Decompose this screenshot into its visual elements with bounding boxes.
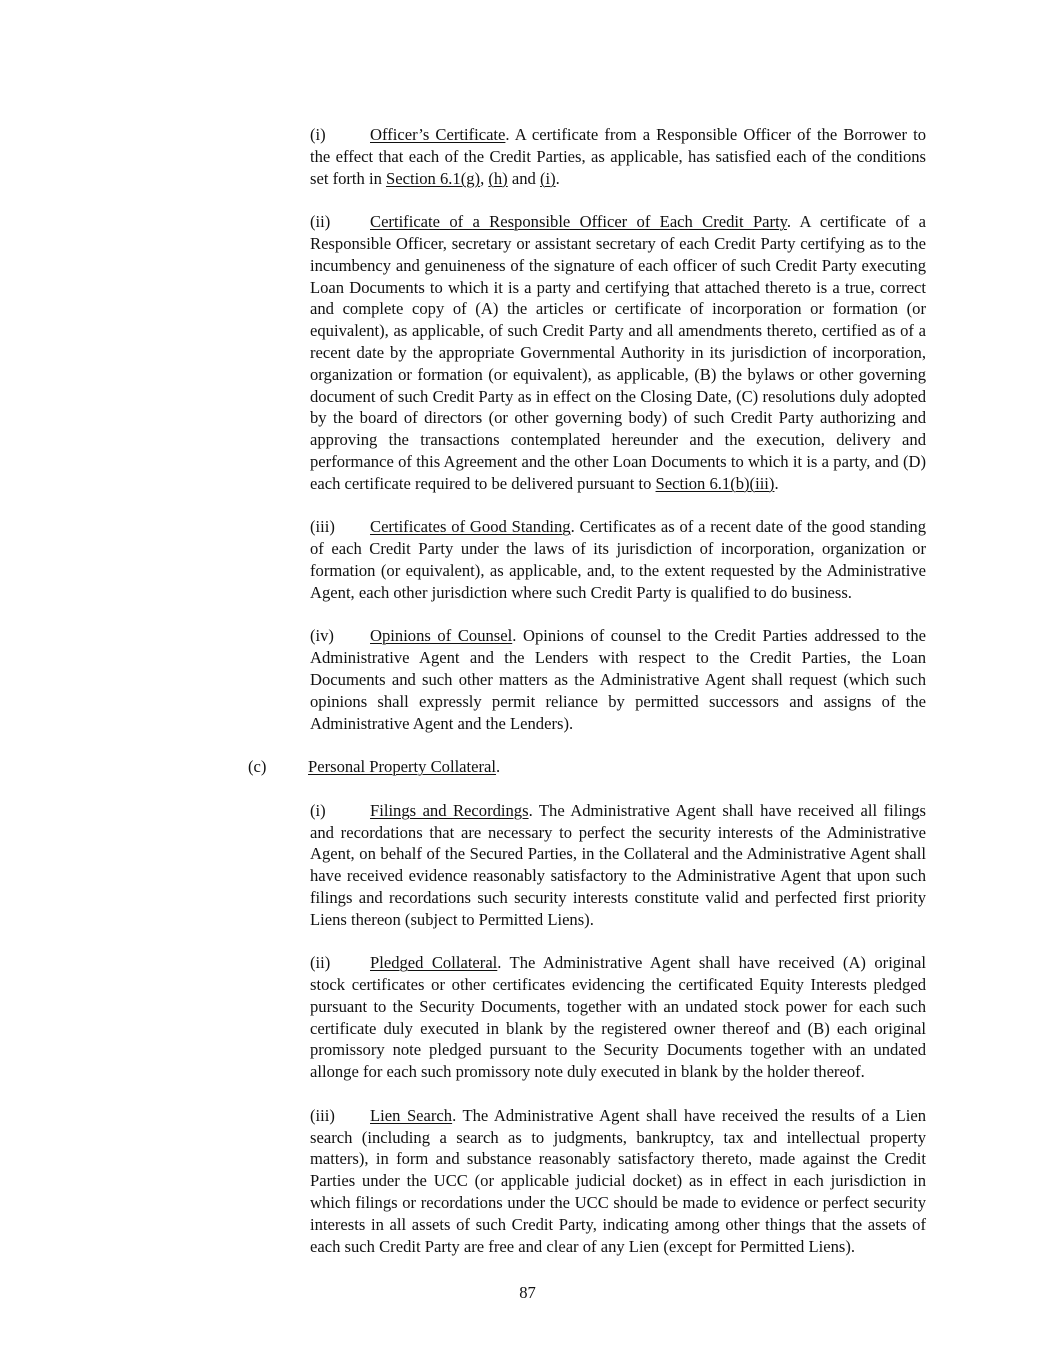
section-number: (iv) bbox=[310, 626, 334, 646]
section-number: (i) bbox=[310, 125, 326, 144]
section-heading: Certificate of a Responsible Officer of Each Credit Party bbox=[370, 212, 787, 232]
cross-reference: Section 6.1(b)(iii) bbox=[655, 473, 775, 493]
section-lien-search bbox=[124, 1105, 926, 1258]
section-heading: Filings and Recordings bbox=[370, 800, 529, 820]
section-opinions-of-counsel bbox=[124, 625, 926, 734]
section-text: . Certificates as of a recent date of the good standing of each Credit Party under the laws of its jurisdiction of incorporation, organization or formation (or equivalent), as applicable, and, to the extent requested by the Administrative Agent, each other jurisdiction where such Credit Party is qualified to do business. bbox=[310, 517, 926, 602]
section-certificates-good-standing bbox=[124, 516, 926, 603]
section-text: . bbox=[496, 757, 501, 777]
section-text: . Opinions of counsel to the Credit Parties addressed to the Administrative Agent and the Lenders with respect to the Credit Parties, the Loan Documents and such other matters as the Administrative Agent shall request (which such opinions shall expressly permit reliance by permitted successors and assigns of the Administrative Agent and the Lenders). bbox=[310, 626, 926, 733]
document-body bbox=[124, 124, 926, 1279]
section-personal-property-collateral bbox=[124, 756, 926, 778]
separator: , bbox=[480, 168, 489, 188]
section-text: . A certificate of a Responsible Officer, secretary or assistant secretary of each Credit Party certifying as to the incumbency and genuineness of the signature of each officer of such Credit Party executing Loan Documents to which it is a party and certifying that attached thereto is a true, correct and complete copy of (A) the articles or certificate of incorporation or formation (or equivalent), as applicable, of such Credit Party and all amendments thereto, certified as of a recent date by the appropriate Governmental Authority in its jurisdiction of incorporation, organization or formation (or equivalent), as applicable, (B) the bylaws or other governing document of such Credit Party as in effect on the Closing Date, (C) resolutions duly adopted by the board of directors (or other governing body) of such Credit Party authorizing and approving the transactions contemplated hereunder and the execution, delivery and performance of this Agreement and the other Loan Documents to which it is a party, and (D) each certificate required to be delivered pursuant to bbox=[310, 212, 926, 493]
section-text: . A certificate from a Responsible Officer of the Borrower to the effect that each of the Credit Parties, as applicable, has satisfied each of the conditions set forth in bbox=[310, 125, 926, 188]
section-text: . The Administrative Agent shall have received the results of a Lien search (including a search as to judgments, bankruptcy, tax and intellectual property matters), in form and substance reasonably satisfactory thereto, made against the Credit Parties under the UCC (or applicable judicial docket) as in effect in each jurisdiction in which filings or recordations under the UCC should be made to evidence or perfect security interests in all assets of such Credit Party, indicating among other things that the assets of each such Credit Party are free and clear of any Lien (except for Permitted Liens). bbox=[310, 1105, 926, 1256]
cross-reference: Section 6.1(g) bbox=[386, 168, 481, 188]
section-number: (c) bbox=[248, 757, 267, 777]
section-text: . The Administrative Agent shall have received all filings and recordations that are necessary to perfect the security interests of the Administrative Agent, on behalf of the Secured Parties, in the Collateral and the Administrative Agent shall have received evidence reasonably satisfactory to the Administrative Agent that upon such filings and recordations such security interests constitute valid and perfected first priority Liens thereon (subject to Permitted Liens). bbox=[310, 800, 927, 929]
section-heading: Certificates of Good Standing bbox=[370, 517, 571, 537]
section-number: (iii) bbox=[310, 1105, 335, 1125]
section-officers-certificate bbox=[124, 124, 926, 189]
section-heading: Opinions of Counsel bbox=[370, 626, 513, 646]
section-heading: Officer’s Certificate bbox=[370, 125, 506, 144]
section-number: (i) bbox=[310, 800, 326, 820]
section-number: (ii) bbox=[310, 953, 331, 973]
section-number: (iii) bbox=[310, 517, 335, 537]
cross-reference: (h) bbox=[488, 168, 508, 188]
cross-reference: (i) bbox=[539, 168, 556, 188]
section-heading: Lien Search bbox=[370, 1105, 453, 1125]
page-number: 87 bbox=[519, 1283, 536, 1302]
period: . bbox=[774, 473, 779, 493]
section-text: . The Administrative Agent shall have received (A) original stock certificates or other certificates evidencing the certificated Equity Interests pledged pursuant to the Security Documents, together with an undated stock power for each such certificate duly executed in blank by the registered owner thereof and (B) each original promissory note pledged pursuant to the Security Documents together with an undated allonge for each such promissory note duly executed in blank by the holder thereof. bbox=[310, 953, 926, 1082]
section-heading: Pledged Collateral bbox=[370, 953, 498, 973]
section-certificate-responsible-officer bbox=[124, 211, 926, 494]
separator: and bbox=[507, 168, 540, 188]
section-filings-and-recordings bbox=[124, 800, 926, 931]
period: . bbox=[555, 168, 560, 188]
section-number: (ii) bbox=[310, 212, 331, 232]
section-heading: Personal Property Collateral bbox=[308, 757, 497, 777]
section-pledged-collateral bbox=[124, 952, 926, 1083]
